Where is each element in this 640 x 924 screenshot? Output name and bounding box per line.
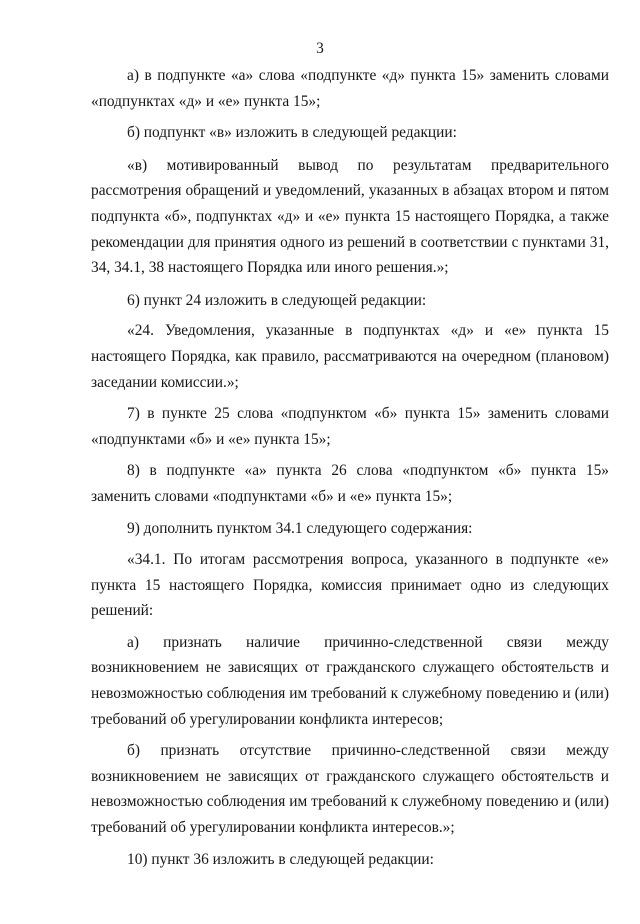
document-body	[91, 63, 609, 872]
page-number: 3	[316, 40, 324, 57]
paragraph-decision-b: б) признать отсутствие причинно-следственной связи между возникновением не зависящих от гражданского служащего обстоятельств и невозможностью соблюдения им требований к служебному поведению и (или) требований об урегулировании конфликта интересов.»;	[91, 742, 609, 837]
paragraph-decision-a: а) признать наличие причинно-следственной связи между возникновением не зависящих от гражданского служащего обстоятельств и невозможностью соблюдения им требований к служебному поведению и (или) требований об урегулировании конфликта интересов;	[91, 633, 609, 728]
paragraph-item-9: 9) дополнить пунктом 34.1 следующего содержания:	[127, 519, 473, 537]
paragraph-item-8: 8) в подпункте «а» пункта 26 слова «подпунктом «б» пункта 15» заменить словами «подпунктами «б» и «е» пункта 15»;	[91, 462, 609, 505]
paragraph-item-10: 10) пункт 36 изложить в следующей редакции:	[127, 850, 434, 868]
paragraph-item-7: 7) в пункте 25 слова «подпунктом «б» пункта 15» заменить словами «подпунктами «б» и «е» пункта 15»;	[91, 405, 609, 448]
paragraph-item-6: 6) пункт 24 изложить в следующей редакции:	[127, 291, 427, 309]
paragraph-amend-a: а) в подпункте «а» слова «подпункте «д» пункта 15» заменить словами «подпунктах «д» и «е» пункта 15»;	[91, 67, 609, 110]
paragraph-amend-b: б) подпункт «в» изложить в следующей редакции:	[127, 124, 457, 142]
paragraph-point-34-1: «34.1. По итогам рассмотрения вопроса, указанного в подпункте «е» пункта 15 настоящего Порядка, комиссия принимает одно из следующих решений:	[91, 551, 609, 620]
paragraph-point-24: «24. Уведомления, указанные в подпунктах «д» и «е» пункта 15 настоящего Порядка, как правило, рассматриваются на очередном (плановом) заседании комиссии.»;	[91, 322, 609, 391]
paragraph-subpoint-v: «в) мотивированный вывод по результатам предварительного рассмотрения обращений и уведомлений, указанных в абзацах втором и пятом подпункта «б», подпунктах «д» и «е» пункта 15 настоящего Порядка, а также рекомендации для принятия одного из решений в соответствии с пунктами 31, 34, 34.1, 38 настоящего Порядка или иного решения.»;	[91, 156, 609, 277]
